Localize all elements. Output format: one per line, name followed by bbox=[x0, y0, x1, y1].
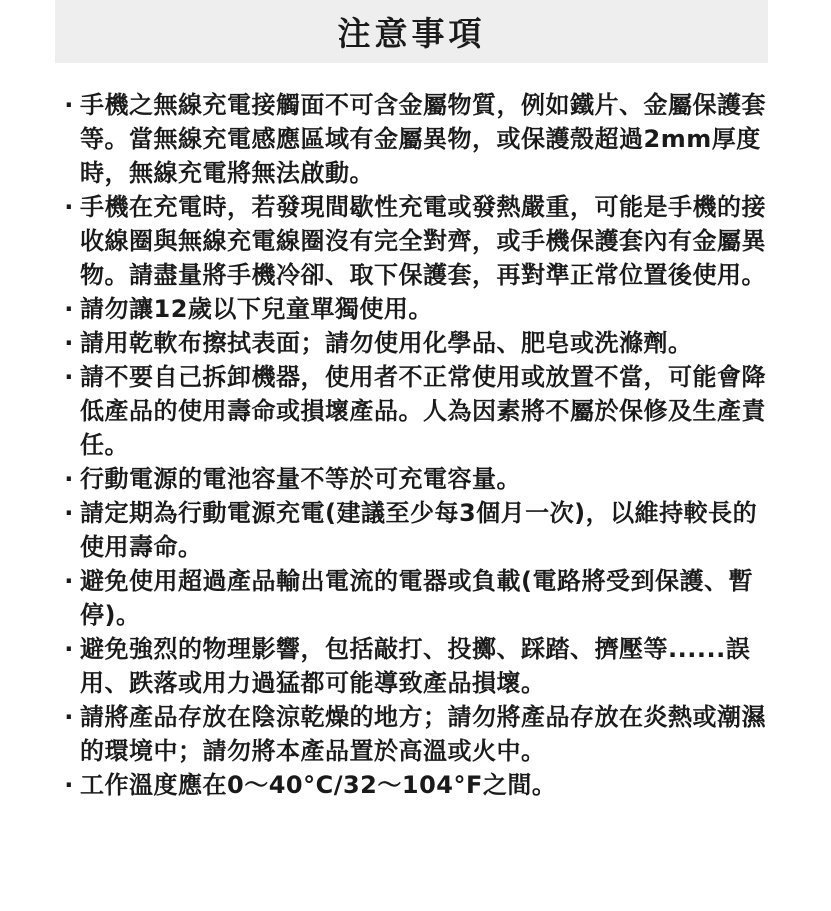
bullet-dot-icon: · bbox=[64, 499, 74, 527]
note-item bbox=[58, 360, 770, 462]
note-item bbox=[58, 700, 770, 768]
bullet-dot-icon: · bbox=[64, 295, 74, 323]
note-item bbox=[58, 496, 770, 564]
note-text: 行動電源的電池容量不等於可充電容量。 bbox=[80, 465, 521, 493]
note-text: 避免使用超過產品輸出電流的電器或負載(電路將受到保護、暫停)。 bbox=[80, 567, 753, 629]
note-item bbox=[58, 190, 770, 292]
note-item bbox=[58, 462, 770, 496]
note-text: 請勿讓12歲以下兒童單獨使用。 bbox=[80, 295, 433, 323]
bullet-dot-icon: · bbox=[64, 363, 74, 391]
note-text: 請將產品存放在陰涼乾燥的地方；請勿將產品存放在炎熱或潮濕的環境中；請勿將本產品置於高溫或火中。 bbox=[80, 703, 766, 765]
notes-list bbox=[58, 88, 770, 802]
bullet-dot-icon: · bbox=[64, 91, 74, 119]
note-item bbox=[58, 564, 770, 632]
note-item bbox=[58, 768, 770, 802]
title-banner bbox=[55, 0, 768, 63]
note-text: 手機之無線充電接觸面不可含金屬物質，例如鐵片、金屬保護套等。當無線充電感應區域有金屬異物，或保護殼超過2mm厚度時，無線充電將無法啟動。 bbox=[80, 91, 766, 187]
note-text: 工作溫度應在0～40°C/32～104°F之間。 bbox=[80, 771, 557, 799]
note-item bbox=[58, 292, 770, 326]
bullet-dot-icon: · bbox=[64, 703, 74, 731]
bullet-dot-icon: · bbox=[64, 567, 74, 595]
bullet-dot-icon: · bbox=[64, 771, 74, 799]
note-text: 請不要自己拆卸機器，使用者不正常使用或放置不當，可能會降低產品的使用壽命或損壞產品。人為因素將不屬於保修及生產責任。 bbox=[80, 363, 766, 459]
note-text: 請用乾軟布擦拭表面；請勿使用化學品、肥皂或洗滌劑。 bbox=[80, 329, 693, 357]
note-item bbox=[58, 326, 770, 360]
bullet-dot-icon: · bbox=[64, 465, 74, 493]
bullet-dot-icon: · bbox=[64, 329, 74, 357]
note-text: 請定期為行動電源充電(建議至少每3個月一次)，以維持較長的使用壽命。 bbox=[80, 499, 758, 561]
note-item bbox=[58, 88, 770, 190]
note-text: 避免強烈的物理影響，包括敲打、投擲、踩踏、擠壓等......誤用、跌落或用力過猛都可能導致產品損壞。 bbox=[80, 635, 751, 697]
note-text: 手機在充電時，若發現間歇性充電或發熱嚴重，可能是手機的接收線圈與無線充電線圈沒有完全對齊，或手機保護套內有金屬異物。請盡量將手機冷卻、取下保護套，再對準正常位置後使用。 bbox=[80, 193, 766, 289]
page-title: 注意事項 bbox=[337, 14, 486, 53]
bullet-dot-icon: · bbox=[64, 635, 74, 663]
note-item bbox=[58, 632, 770, 700]
bullet-dot-icon: · bbox=[64, 193, 74, 221]
